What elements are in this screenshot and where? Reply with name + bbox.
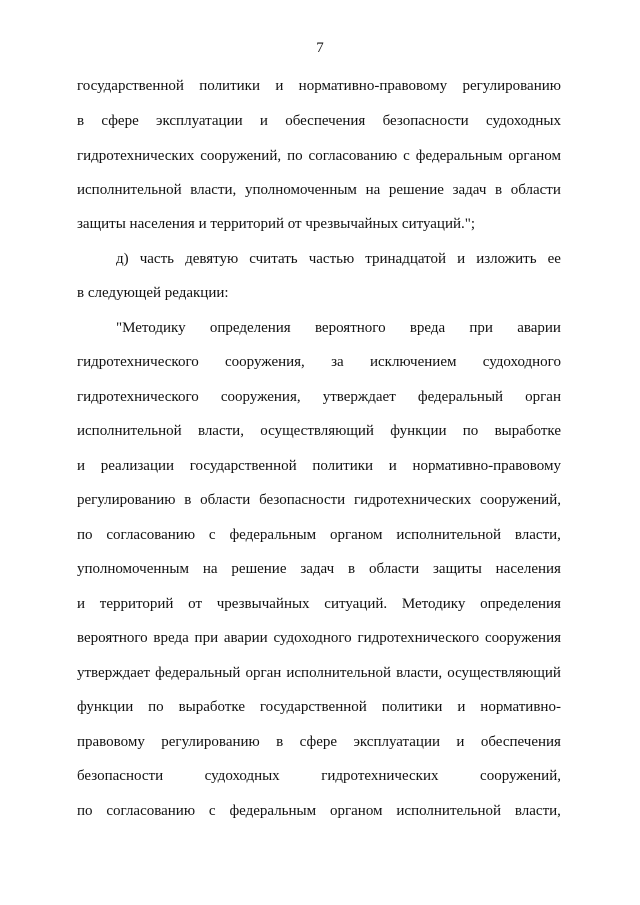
word: и [388,458,397,474]
word: федеральным [415,148,503,164]
word: по [77,527,93,543]
word: тринадцатой [365,251,447,267]
word: нормативно-правовому [298,78,448,94]
word: реализации [100,458,175,474]
text-line [77,594,561,614]
word: чрезвычайных [216,596,310,612]
word: регулированию [161,734,260,750]
text-line [77,421,561,441]
word: осуществляющий [447,665,561,681]
word: задач [300,561,335,577]
word: определения [480,596,561,612]
word: судоходного [273,630,352,646]
text-line [77,766,561,786]
word: орган [525,389,561,405]
word: гидротехнического [77,389,199,405]
word: на [202,561,218,577]
text-line [77,76,561,96]
word: судоходного [482,354,561,370]
word: и [77,596,86,612]
word: с [208,803,216,819]
word: с [403,148,410,164]
text-line [77,387,561,407]
word: гидротехнического [357,630,480,646]
word: государственной [259,699,367,715]
word: решение [388,182,444,198]
word: гидротехнических [77,148,195,164]
word: власти, [190,182,237,198]
word: с [208,527,216,543]
word: функции [390,423,447,439]
word: и [275,78,284,94]
text-line [77,490,561,510]
text-line [77,732,561,752]
word: по [148,699,164,715]
word: д) [116,251,129,267]
word: регулированию [77,492,176,508]
word: выработке [178,699,245,715]
word: регулированию [462,78,561,94]
word: в [77,113,85,129]
word: органом [508,148,561,164]
word: вреда [153,630,189,646]
word: эксплуатации [353,734,441,750]
text-line [77,663,561,683]
word: безопасности [77,768,164,784]
word: частью [308,251,355,267]
word: утверждает [322,389,396,405]
word: и [456,734,465,750]
word: вреда [409,320,446,336]
word: области [510,182,561,198]
word: сооружений, [200,148,282,164]
word: безопасности [382,113,469,129]
text-line [77,801,561,821]
word: власти, [396,665,443,681]
text-line [77,559,561,579]
word: органом [329,803,383,819]
word: уполномоченным [77,561,189,577]
word: гидротехнических [354,492,472,508]
word: сооружений, [480,768,561,784]
word: исполнительной [77,182,182,198]
word: при [194,630,219,646]
word: исполнительной [286,665,392,681]
word: сооружения, [220,389,301,405]
word: по [462,423,479,439]
word: в [276,734,284,750]
text-line [116,318,561,338]
word: исполнительной [77,423,182,439]
word: населения [495,561,561,577]
text-line [77,180,561,200]
word: гидротехнических [321,768,439,784]
word: исполнительной [396,527,502,543]
word: обеспечения [285,113,366,129]
text-line: в следующей редакции: [77,285,229,301]
text-line [77,456,561,476]
text-line [77,146,561,166]
word: в [184,492,192,508]
word: политики [199,78,260,94]
word: выработке [494,423,561,439]
word: ее [547,251,561,267]
word: осуществляющий [260,423,374,439]
word: согласованию [106,803,196,819]
word: орган [245,665,282,681]
word: вероятного [314,320,386,336]
text-line [77,628,561,648]
word: "Методику [116,320,186,336]
word: правовому [77,734,145,750]
word: и [259,113,268,129]
word: политики [312,458,374,474]
word: утверждает [77,665,151,681]
word: и [77,458,86,474]
word: органом [329,527,383,543]
word: согласованию [308,148,398,164]
word: согласованию [106,527,196,543]
word: ситуаций. [324,596,388,612]
word: федеральный [417,389,504,405]
word: в [348,561,356,577]
word: при [469,320,493,336]
word: на [365,182,381,198]
text-line [77,697,561,717]
text-line: защиты населения и территорий от чрезвычайных ситуаций."; [77,216,476,232]
word: исключением [369,354,457,370]
word: задач [452,182,487,198]
word: власти, [514,803,561,819]
word: политики [381,699,443,715]
word: и [457,699,466,715]
word: власти, [197,423,244,439]
word: определения [209,320,291,336]
word: судоходных [485,113,561,129]
word: Методику [401,596,466,612]
word: федеральный [155,665,241,681]
text-line [116,249,561,269]
word: государственной [77,78,184,94]
word: федеральным [229,527,317,543]
word: федеральным [229,803,317,819]
word: безопасности [259,492,346,508]
word: сфере [299,734,338,750]
word: часть [139,251,174,267]
text-line [77,352,561,372]
word: государственной [189,458,297,474]
word: аварии [223,630,268,646]
word: по [77,803,93,819]
word: области [200,492,251,508]
word: считать [249,251,298,267]
word: нормативно- [480,699,561,715]
word: уполномоченным [244,182,357,198]
word: нормативно-правовому [412,458,561,474]
word: и [457,251,466,267]
word: власти, [514,527,561,543]
word: от [188,596,203,612]
word: области [368,561,420,577]
word: защиты [433,561,482,577]
word: вероятного [77,630,148,646]
word: решение [231,561,287,577]
word: обеспечения [480,734,561,750]
page-number: 7 [316,40,324,56]
text-line [77,525,561,545]
word: сооружения, [225,354,305,370]
word: сооружений, [480,492,561,508]
word: за [331,354,344,370]
word: территорий [99,596,174,612]
word: эксплуатации [156,113,243,129]
word: по [287,148,303,164]
word: изложить [476,251,537,267]
word: девятую [185,251,239,267]
word: гидротехнического [77,354,199,370]
word: в [495,182,503,198]
word: судоходных [204,768,280,784]
word: функции [77,699,134,715]
word: исполнительной [396,803,502,819]
word: сооружения [484,630,561,646]
text-line [77,111,561,131]
word: аварии [517,320,561,336]
word: сфере [101,113,139,129]
